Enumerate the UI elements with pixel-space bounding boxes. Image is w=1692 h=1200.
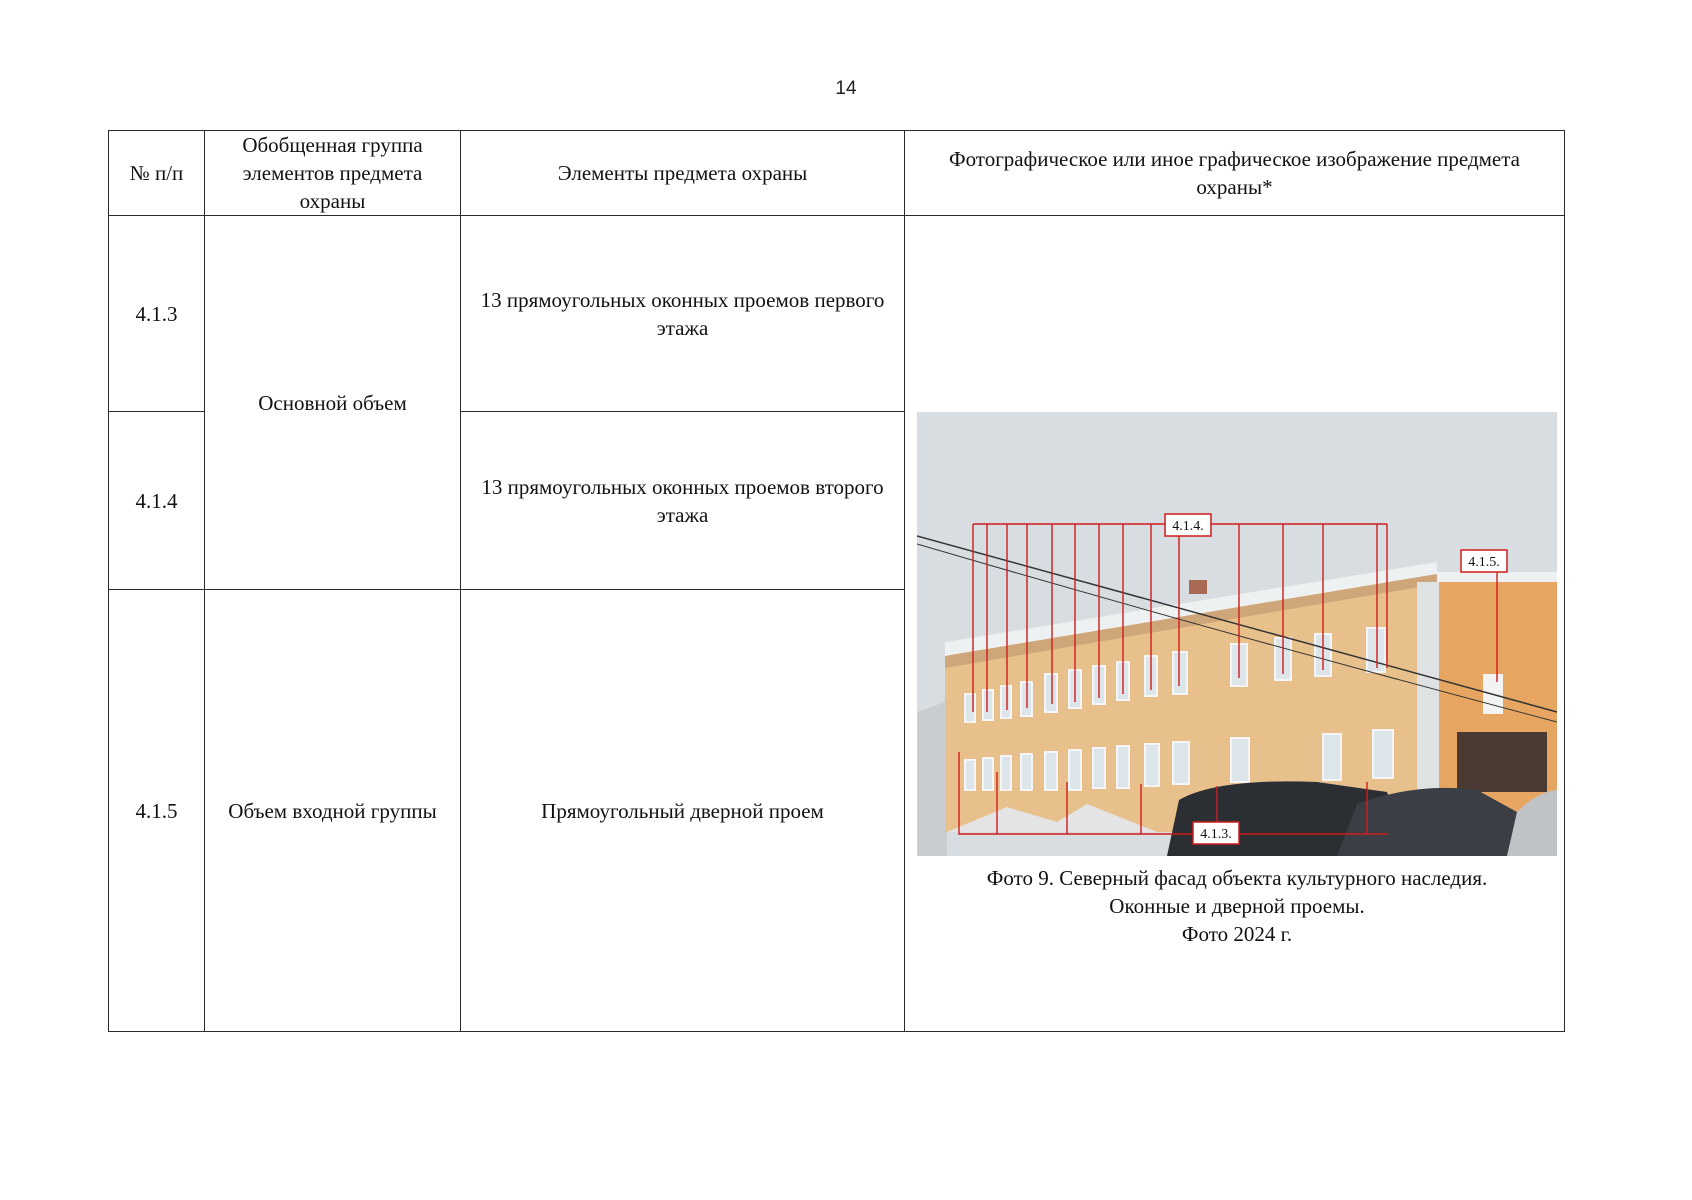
neighbor-building [917, 702, 947, 856]
table-row [109, 216, 1565, 412]
header-image: Фотографическое или иное графическое изображение предмета охраны* [905, 131, 1565, 216]
photo-figure [917, 412, 1557, 946]
photo-cell [905, 216, 1565, 1032]
row-group: Объем входной группы [205, 590, 461, 1032]
facade-photo [917, 412, 1557, 856]
svg-text:4.1.5.: 4.1.5. [1468, 555, 1500, 570]
entrance-door [1457, 732, 1547, 792]
row-element: Прямоугольный дверной проем [461, 590, 905, 1032]
row-element: 13 прямоугольных оконных проемов первого этажа [461, 216, 905, 412]
page-number: 14 [835, 78, 857, 99]
protected-elements-table [108, 130, 1565, 1032]
header-elements: Элементы предмета охраны [461, 131, 905, 216]
table-header-row [109, 131, 1565, 216]
row-element: 13 прямоугольных оконных проемов второго этажа [461, 412, 905, 590]
row-num: 4.1.5 [109, 590, 205, 1032]
row-num: 4.1.3 [109, 216, 205, 412]
row-num: 4.1.4 [109, 412, 205, 590]
caption-line: Фото 9. Северный фасад объекта культурного наследия. [986, 866, 1488, 890]
label-4-1-5 [1461, 550, 1507, 572]
row-group: Основной объем [205, 216, 461, 590]
svg-text:4.1.4.: 4.1.4. [1172, 519, 1204, 534]
caption-line: Оконные и дверной проемы. [1109, 894, 1365, 918]
chimney [1189, 580, 1207, 594]
label-4-1-4 [1165, 514, 1211, 536]
svg-text:4.1.3.: 4.1.3. [1200, 827, 1232, 842]
photo-caption [917, 864, 1557, 948]
header-num: № п/п [109, 131, 205, 216]
caption-line: Фото 2024 г. [1181, 922, 1293, 946]
header-group: Обобщенная группа элементов предмета охраны [205, 131, 461, 216]
label-4-1-3 [1193, 822, 1239, 844]
